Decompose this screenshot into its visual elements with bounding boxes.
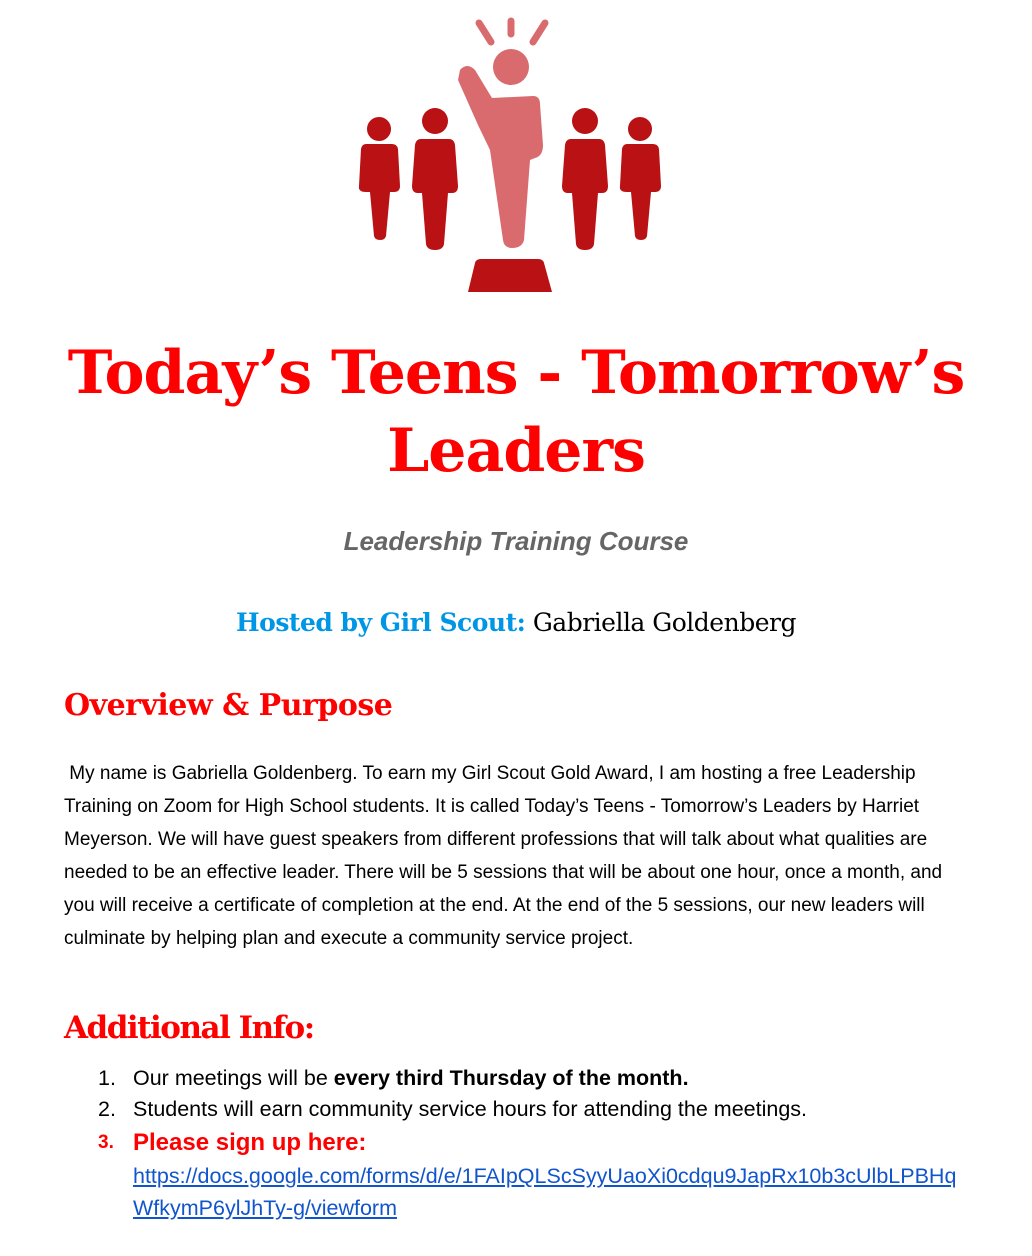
leader-with-group-icon	[340, 0, 680, 300]
page-title: Today’s Teens - Tomorrow’s Leaders	[67, 338, 965, 486]
host-name: Gabriella Goldenberg	[525, 608, 796, 637]
signup-label: Please sign up here:	[133, 1129, 367, 1156]
leadership-logo	[340, 0, 680, 300]
additional-info-heading: Additional Info:	[64, 1010, 314, 1046]
subtitle: Leadership Training Course	[343, 526, 689, 556]
list-item	[64, 1094, 964, 1125]
list-item-bold-text: every third Thursday of the month.	[333, 1066, 689, 1090]
signup-form-link[interactable]: https://docs.google.com/forms/d/e/1FAIpQLScSyyUaoXi0cdqu9JapRx10b3cUlbLPBHqWfkymP6ylJhTy-g/viewform	[133, 1164, 957, 1220]
list-number: 3.	[98, 1132, 114, 1153]
list-item-text: Students will earn community service hours for attending the meetings.	[133, 1097, 807, 1121]
hosted-by-label: Hosted by Girl Scout:	[236, 608, 526, 637]
list-number: 2.	[98, 1097, 116, 1121]
overview-paragraph: My name is Gabriella Goldenberg. To earn my Girl Scout Gold Award, I am hosting a free Leadership Training on Zoom for High School students. It is called Today’s Teens - Tomorrow’s Leaders by Harriet Meyerson. We will have guest speakers from different professions that will talk about what qualities are needed to be an effective leader. There will be 5 sessions that will be about one hour, once a month, and you will receive a certificate of completion at the end. At the end of the 5 sessions, our new leaders will culminate by helping plan and execute a community service project.	[64, 763, 948, 949]
overview-heading: Overview & Purpose	[64, 688, 393, 723]
list-number: 1.	[98, 1066, 116, 1090]
hosted-by-line	[0, 608, 1032, 637]
list-item-signup	[64, 1126, 964, 1224]
list-item	[64, 1063, 964, 1094]
list-item-text: Our meetings will be	[133, 1066, 334, 1090]
additional-info-list	[64, 1063, 964, 1224]
